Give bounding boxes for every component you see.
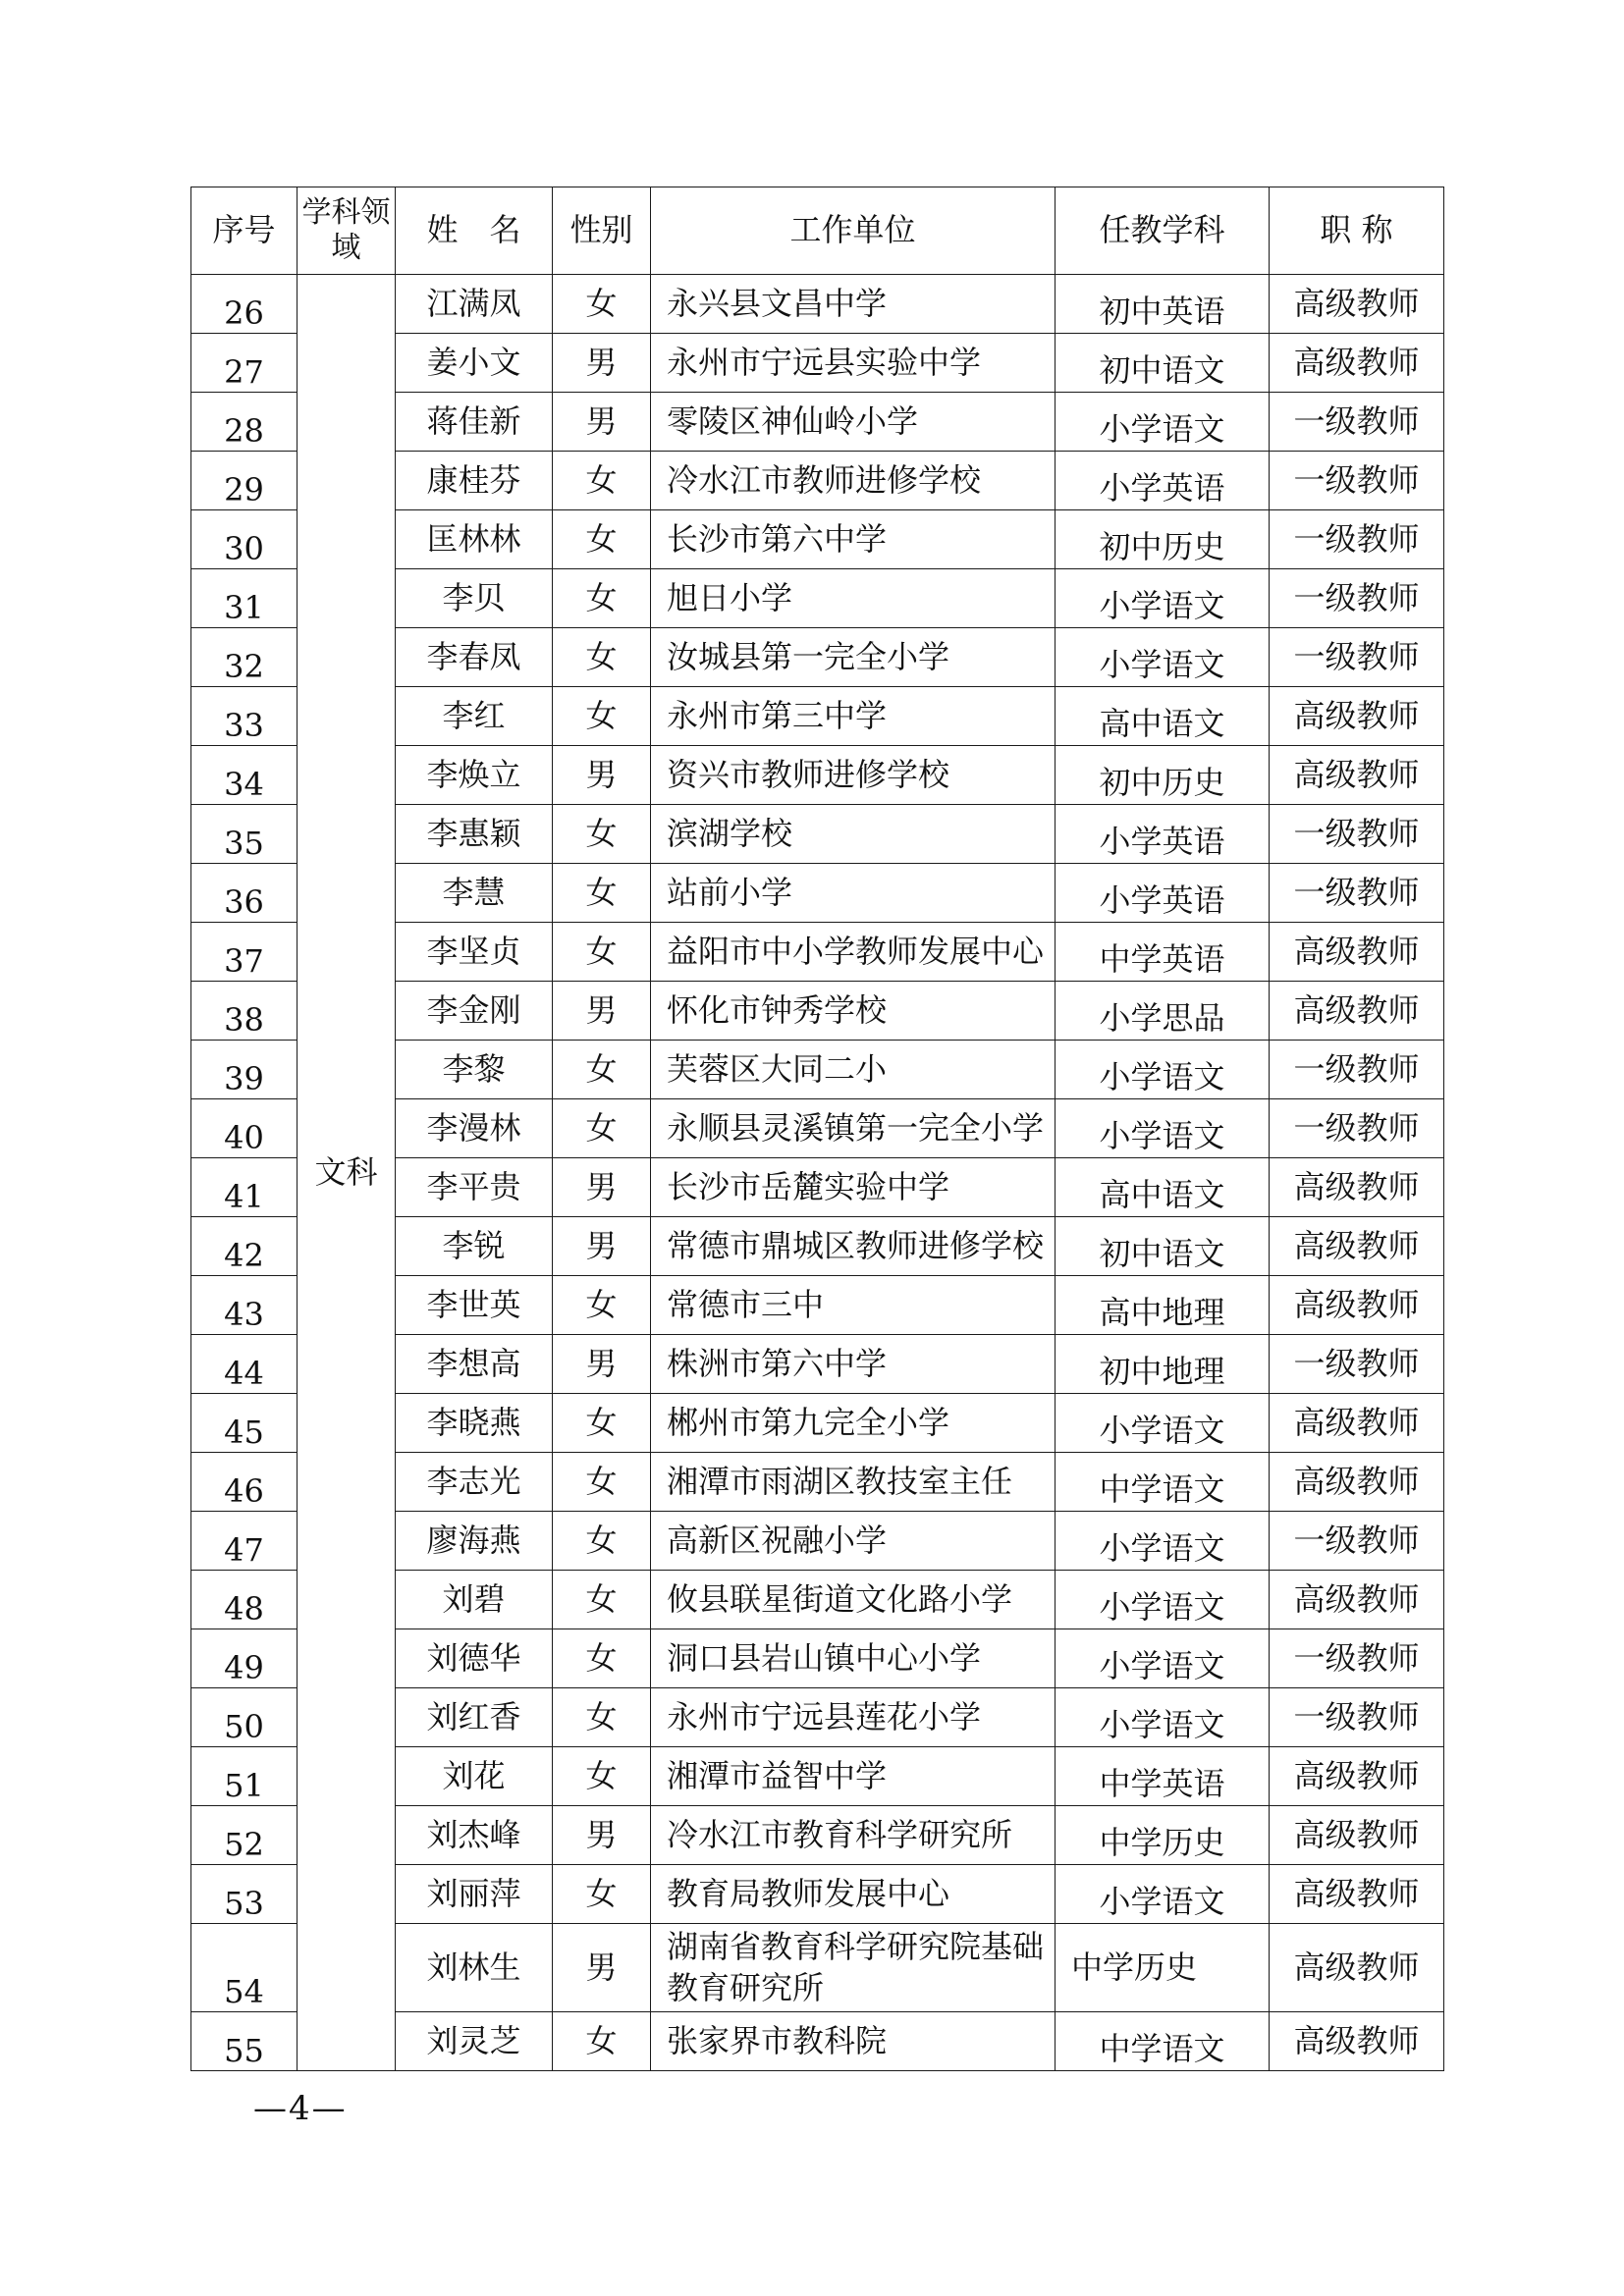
cell-teaching-subject: 中学语文 bbox=[1056, 1453, 1270, 1512]
cell-name: 刘杰峰 bbox=[396, 1806, 553, 1865]
cell-name: 匡林林 bbox=[396, 510, 553, 569]
cell-seq: 30 bbox=[191, 510, 298, 569]
cell-seq: 51 bbox=[191, 1747, 298, 1806]
cell-gender: 女 bbox=[553, 510, 651, 569]
cell-teaching-subject: 小学语文 bbox=[1056, 1394, 1270, 1453]
cell-seq: 33 bbox=[191, 687, 298, 746]
cell-teaching-subject: 小学英语 bbox=[1056, 864, 1270, 923]
cell-teaching-subject: 小学语文 bbox=[1056, 628, 1270, 687]
cell-seq: 50 bbox=[191, 1688, 298, 1747]
cell-teaching-subject: 初中语文 bbox=[1056, 1217, 1270, 1276]
cell-teaching-subject: 高中语文 bbox=[1056, 1158, 1270, 1217]
cell-seq: 28 bbox=[191, 393, 298, 452]
cell-work-unit: 株洲市第六中学 bbox=[651, 1335, 1056, 1394]
cell-professional-title: 高级教师 bbox=[1270, 334, 1444, 393]
cell-name: 刘碧 bbox=[396, 1571, 553, 1629]
cell-teaching-subject: 中学语文 bbox=[1056, 2012, 1270, 2071]
cell-teaching-subject: 中学历史 bbox=[1056, 1806, 1270, 1865]
cell-name: 李贝 bbox=[396, 569, 553, 628]
cell-teaching-subject: 初中历史 bbox=[1056, 510, 1270, 569]
cell-professional-title: 一级教师 bbox=[1270, 1512, 1444, 1571]
cell-name: 李春凤 bbox=[396, 628, 553, 687]
cell-gender: 女 bbox=[553, 687, 651, 746]
cell-professional-title: 高级教师 bbox=[1270, 1158, 1444, 1217]
cell-gender: 女 bbox=[553, 1629, 651, 1688]
cell-name: 李焕立 bbox=[396, 746, 553, 805]
cell-gender: 女 bbox=[553, 452, 651, 510]
cell-name: 李惠颖 bbox=[396, 805, 553, 864]
cell-work-unit: 零陵区神仙岭小学 bbox=[651, 393, 1056, 452]
cell-teaching-subject: 小学英语 bbox=[1056, 805, 1270, 864]
cell-gender: 男 bbox=[553, 1158, 651, 1217]
cell-gender: 女 bbox=[553, 1276, 651, 1335]
cell-work-unit: 资兴市教师进修学校 bbox=[651, 746, 1056, 805]
cell-professional-title: 高级教师 bbox=[1270, 982, 1444, 1041]
cell-name: 刘林生 bbox=[396, 1924, 553, 2012]
cell-name: 李平贵 bbox=[396, 1158, 553, 1217]
cell-name: 李世英 bbox=[396, 1276, 553, 1335]
cell-name: 李黎 bbox=[396, 1041, 553, 1099]
cell-professional-title: 高级教师 bbox=[1270, 1394, 1444, 1453]
cell-seq: 29 bbox=[191, 452, 298, 510]
header-unit: 工作单位 bbox=[651, 187, 1056, 275]
cell-name: 康桂芬 bbox=[396, 452, 553, 510]
cell-gender: 女 bbox=[553, 628, 651, 687]
header-title: 职 称 bbox=[1270, 187, 1444, 275]
cell-gender: 女 bbox=[553, 923, 651, 982]
cell-name: 李晓燕 bbox=[396, 1394, 553, 1453]
cell-professional-title: 一级教师 bbox=[1270, 510, 1444, 569]
cell-gender: 女 bbox=[553, 569, 651, 628]
cell-work-unit: 湘潭市益智中学 bbox=[651, 1747, 1056, 1806]
cell-seq: 36 bbox=[191, 864, 298, 923]
cell-work-unit: 站前小学 bbox=[651, 864, 1056, 923]
cell-professional-title: 一级教师 bbox=[1270, 864, 1444, 923]
header-area: 学科领域 bbox=[298, 187, 396, 275]
cell-work-unit: 汝城县第一完全小学 bbox=[651, 628, 1056, 687]
cell-work-unit: 永州市宁远县莲花小学 bbox=[651, 1688, 1056, 1747]
cell-seq: 52 bbox=[191, 1806, 298, 1865]
cell-teaching-subject: 中学英语 bbox=[1056, 923, 1270, 982]
cell-teaching-subject: 小学语文 bbox=[1056, 393, 1270, 452]
cell-work-unit: 冷水江市教师进修学校 bbox=[651, 452, 1056, 510]
cell-work-unit: 怀化市钟秀学校 bbox=[651, 982, 1056, 1041]
cell-gender: 男 bbox=[553, 1335, 651, 1394]
cell-teaching-subject: 初中地理 bbox=[1056, 1335, 1270, 1394]
cell-teaching-subject: 小学语文 bbox=[1056, 1629, 1270, 1688]
cell-work-unit: 洞口县岩山镇中心小学 bbox=[651, 1629, 1056, 1688]
cell-work-unit: 郴州市第九完全小学 bbox=[651, 1394, 1056, 1453]
cell-name: 李金刚 bbox=[396, 982, 553, 1041]
cell-seq: 53 bbox=[191, 1865, 298, 1924]
cell-work-unit: 长沙市第六中学 bbox=[651, 510, 1056, 569]
cell-professional-title: 高级教师 bbox=[1270, 1276, 1444, 1335]
cell-work-unit: 常德市三中 bbox=[651, 1276, 1056, 1335]
cell-seq: 34 bbox=[191, 746, 298, 805]
cell-name: 李慧 bbox=[396, 864, 553, 923]
cell-seq: 31 bbox=[191, 569, 298, 628]
header-subject: 任教学科 bbox=[1056, 187, 1270, 275]
cell-work-unit: 永州市宁远县实验中学 bbox=[651, 334, 1056, 393]
cell-seq: 47 bbox=[191, 1512, 298, 1571]
header-row bbox=[191, 187, 1444, 275]
cell-professional-title: 高级教师 bbox=[1270, 687, 1444, 746]
cell-professional-title: 高级教师 bbox=[1270, 2012, 1444, 2071]
cell-work-unit: 高新区祝融小学 bbox=[651, 1512, 1056, 1571]
cell-professional-title: 高级教师 bbox=[1270, 275, 1444, 334]
cell-seq: 41 bbox=[191, 1158, 298, 1217]
table-header bbox=[191, 187, 1444, 275]
cell-seq: 26 bbox=[191, 275, 298, 334]
cell-seq: 38 bbox=[191, 982, 298, 1041]
header-gender: 性别 bbox=[553, 187, 651, 275]
cell-work-unit: 湘潭市雨湖区教技室主任 bbox=[651, 1453, 1056, 1512]
cell-teaching-subject: 小学语文 bbox=[1056, 1512, 1270, 1571]
cell-gender: 女 bbox=[553, 1688, 651, 1747]
cell-gender: 女 bbox=[553, 805, 651, 864]
cell-name: 江满凤 bbox=[396, 275, 553, 334]
cell-gender: 女 bbox=[553, 1041, 651, 1099]
cell-professional-title: 高级教师 bbox=[1270, 1571, 1444, 1629]
page-number: —4— bbox=[253, 2089, 348, 2128]
cell-teaching-subject: 高中语文 bbox=[1056, 687, 1270, 746]
cell-work-unit: 永州市第三中学 bbox=[651, 687, 1056, 746]
cell-seq: 45 bbox=[191, 1394, 298, 1453]
cell-work-unit: 湖南省教育科学研究院基础教育研究所 bbox=[651, 1924, 1056, 2012]
cell-seq: 49 bbox=[191, 1629, 298, 1688]
cell-teaching-subject: 小学思品 bbox=[1056, 982, 1270, 1041]
cell-seq: 42 bbox=[191, 1217, 298, 1276]
cell-gender: 女 bbox=[553, 1865, 651, 1924]
table-body bbox=[191, 275, 1444, 2071]
cell-gender: 女 bbox=[553, 1571, 651, 1629]
cell-teaching-subject: 初中历史 bbox=[1056, 746, 1270, 805]
cell-seq: 32 bbox=[191, 628, 298, 687]
cell-name: 李坚贞 bbox=[396, 923, 553, 982]
cell-gender: 女 bbox=[553, 1453, 651, 1512]
cell-professional-title: 高级教师 bbox=[1270, 923, 1444, 982]
cell-professional-title: 高级教师 bbox=[1270, 1747, 1444, 1806]
cell-teaching-subject: 小学语文 bbox=[1056, 1571, 1270, 1629]
cell-seq: 55 bbox=[191, 2012, 298, 2071]
cell-gender: 男 bbox=[553, 982, 651, 1041]
cell-gender: 男 bbox=[553, 1217, 651, 1276]
cell-teaching-subject: 中学英语 bbox=[1056, 1747, 1270, 1806]
cell-professional-title: 高级教师 bbox=[1270, 1865, 1444, 1924]
header-seq: 序号 bbox=[191, 187, 298, 275]
cell-name: 李想高 bbox=[396, 1335, 553, 1394]
cell-gender: 男 bbox=[553, 1924, 651, 2012]
cell-work-unit: 永兴县文昌中学 bbox=[651, 275, 1056, 334]
cell-teaching-subject: 小学语文 bbox=[1056, 1688, 1270, 1747]
cell-professional-title: 一级教师 bbox=[1270, 805, 1444, 864]
cell-professional-title: 一级教师 bbox=[1270, 1335, 1444, 1394]
cell-name: 李红 bbox=[396, 687, 553, 746]
cell-professional-title: 高级教师 bbox=[1270, 1453, 1444, 1512]
cell-work-unit: 益阳市中小学教师发展中心 bbox=[651, 923, 1056, 982]
cell-gender: 男 bbox=[553, 393, 651, 452]
cell-gender: 女 bbox=[553, 1512, 651, 1571]
cell-gender: 女 bbox=[553, 2012, 651, 2071]
cell-seq: 40 bbox=[191, 1099, 298, 1158]
header-name: 姓 名 bbox=[396, 187, 553, 275]
cell-work-unit: 芙蓉区大同二小 bbox=[651, 1041, 1056, 1099]
cell-seq: 35 bbox=[191, 805, 298, 864]
cell-gender: 男 bbox=[553, 746, 651, 805]
teacher-roster-table bbox=[190, 187, 1444, 2071]
cell-gender: 男 bbox=[553, 334, 651, 393]
cell-subject-area: 文科 bbox=[298, 275, 396, 2071]
cell-teaching-subject: 初中语文 bbox=[1056, 334, 1270, 393]
cell-teaching-subject: 小学语文 bbox=[1056, 569, 1270, 628]
cell-work-unit: 攸县联星街道文化路小学 bbox=[651, 1571, 1056, 1629]
cell-work-unit: 冷水江市教育科学研究所 bbox=[651, 1806, 1056, 1865]
cell-professional-title: 一级教师 bbox=[1270, 1099, 1444, 1158]
cell-name: 刘丽萍 bbox=[396, 1865, 553, 1924]
cell-name: 蒋佳新 bbox=[396, 393, 553, 452]
cell-name: 廖海燕 bbox=[396, 1512, 553, 1571]
cell-professional-title: 高级教师 bbox=[1270, 1806, 1444, 1865]
cell-teaching-subject: 小学语文 bbox=[1056, 1865, 1270, 1924]
cell-seq: 46 bbox=[191, 1453, 298, 1512]
cell-teaching-subject: 中学历史 bbox=[1056, 1924, 1270, 2012]
cell-seq: 37 bbox=[191, 923, 298, 982]
cell-name: 李锐 bbox=[396, 1217, 553, 1276]
cell-seq: 48 bbox=[191, 1571, 298, 1629]
cell-professional-title: 一级教师 bbox=[1270, 569, 1444, 628]
cell-work-unit: 滨湖学校 bbox=[651, 805, 1056, 864]
cell-professional-title: 一级教师 bbox=[1270, 393, 1444, 452]
cell-gender: 女 bbox=[553, 275, 651, 334]
cell-gender: 女 bbox=[553, 1099, 651, 1158]
cell-work-unit: 长沙市岳麓实验中学 bbox=[651, 1158, 1056, 1217]
cell-professional-title: 一级教师 bbox=[1270, 1688, 1444, 1747]
cell-professional-title: 一级教师 bbox=[1270, 1041, 1444, 1099]
cell-teaching-subject: 小学英语 bbox=[1056, 452, 1270, 510]
cell-name: 李志光 bbox=[396, 1453, 553, 1512]
cell-professional-title: 一级教师 bbox=[1270, 628, 1444, 687]
cell-seq: 44 bbox=[191, 1335, 298, 1394]
cell-work-unit: 永顺县灵溪镇第一完全小学 bbox=[651, 1099, 1056, 1158]
cell-work-unit: 张家界市教科院 bbox=[651, 2012, 1056, 2071]
cell-teaching-subject: 高中地理 bbox=[1056, 1276, 1270, 1335]
cell-gender: 女 bbox=[553, 1747, 651, 1806]
table-row bbox=[191, 275, 1444, 334]
cell-work-unit: 教育局教师发展中心 bbox=[651, 1865, 1056, 1924]
cell-professional-title: 一级教师 bbox=[1270, 452, 1444, 510]
cell-name: 李漫林 bbox=[396, 1099, 553, 1158]
cell-professional-title: 高级教师 bbox=[1270, 1217, 1444, 1276]
cell-seq: 43 bbox=[191, 1276, 298, 1335]
cell-teaching-subject: 初中英语 bbox=[1056, 275, 1270, 334]
cell-gender: 男 bbox=[553, 1806, 651, 1865]
cell-professional-title: 一级教师 bbox=[1270, 1629, 1444, 1688]
cell-seq: 39 bbox=[191, 1041, 298, 1099]
cell-name: 刘花 bbox=[396, 1747, 553, 1806]
cell-name: 姜小文 bbox=[396, 334, 553, 393]
cell-professional-title: 高级教师 bbox=[1270, 1924, 1444, 2012]
cell-teaching-subject: 小学语文 bbox=[1056, 1099, 1270, 1158]
cell-work-unit: 旭日小学 bbox=[651, 569, 1056, 628]
cell-gender: 女 bbox=[553, 864, 651, 923]
cell-name: 刘灵芝 bbox=[396, 2012, 553, 2071]
cell-gender: 女 bbox=[553, 1394, 651, 1453]
cell-seq: 27 bbox=[191, 334, 298, 393]
cell-work-unit: 常德市鼎城区教师进修学校 bbox=[651, 1217, 1056, 1276]
cell-teaching-subject: 小学语文 bbox=[1056, 1041, 1270, 1099]
cell-professional-title: 高级教师 bbox=[1270, 746, 1444, 805]
cell-name: 刘红香 bbox=[396, 1688, 553, 1747]
cell-name: 刘德华 bbox=[396, 1629, 553, 1688]
cell-seq: 54 bbox=[191, 1924, 298, 2012]
